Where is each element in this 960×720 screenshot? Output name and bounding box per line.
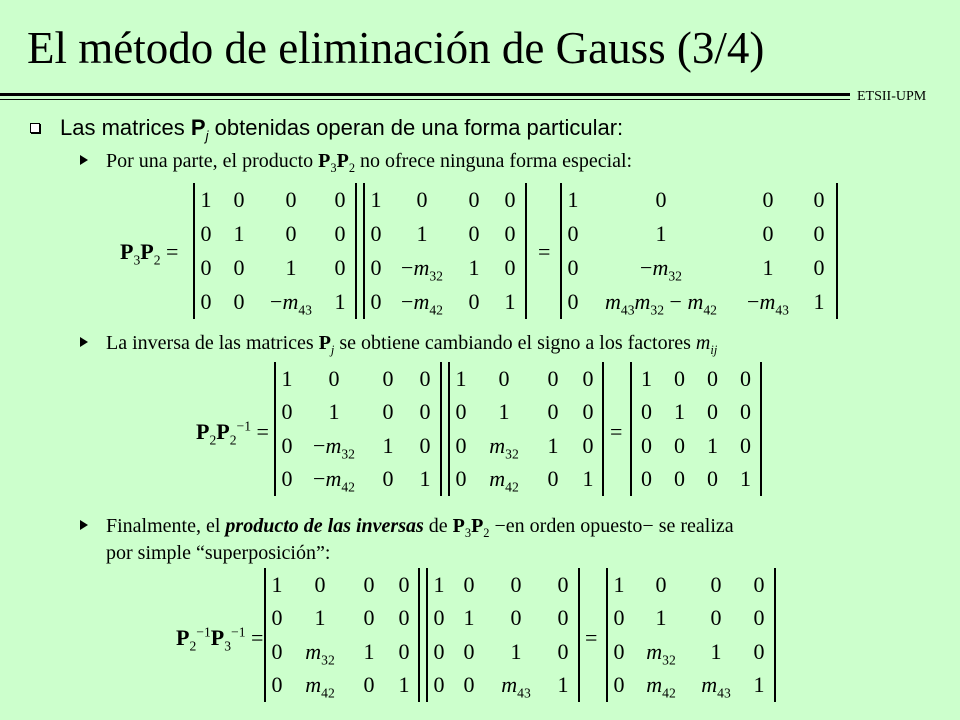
matrix-cell-r1c3: 0 [382,365,394,391]
matrix-cell-r3c3: 1 [762,255,774,280]
matrix-cell-r1c1: 1 [613,571,625,597]
matrix-cell-r2c4: 0 [398,605,410,631]
matrix-cell-r3c3: 1 [707,432,718,458]
matrix-cell-r3c2: $m_{32}$ [305,638,335,668]
matrix-cell-r4c4: 1 [504,289,516,314]
matrix-cell-r2c1: 0 [370,221,382,246]
matrix-cell-r1c1: 1 [433,571,445,597]
matrix-cell-r4c4: 1 [419,466,431,492]
matrix-cell-r1c4: 0 [582,365,594,391]
matrix-cell-r4c2: $m_{42}$ [305,672,335,701]
matrix-cell-r3c3: 1 [710,638,722,664]
matrix-cell-r1c2: 0 [655,571,667,597]
matrix-cell-r2c3: 0 [382,399,394,425]
matrix-cell-r4c1: 0 [567,289,579,314]
matrix-cell-r3c2: $-m_{32}$ [640,255,682,284]
matrix-cell-r2c4: 0 [753,605,765,631]
matrix-cell-r3c3: 1 [285,255,297,280]
matrix-cell-r4c3: 0 [547,466,559,492]
matrix-cell-r1c1: 1 [567,187,579,212]
matrix-cell-r1c1: 1 [641,365,652,391]
matrix-cell-r4c1: 0 [641,466,652,492]
matrix-cell-r4c2: $-m_{42}$ [401,289,443,318]
matrix-cell-r3c3: 1 [468,255,480,280]
matrix-cell-r1c3: 0 [468,187,480,212]
matrix-cell-r2c4: 0 [740,399,751,425]
matrix-cell-r1c3: 0 [510,571,522,597]
matrix-cell-r2c3: 0 [707,399,718,425]
matrix-cell-r1c3: 0 [707,365,718,391]
matrix-cell-r3c2: $m_{32}$ [489,432,519,462]
matrix-cell-r3c4: 0 [419,432,431,458]
matrix-cell-r2c4: 0 [504,221,516,246]
matrix-cell-r1c4: 0 [813,187,825,212]
matrix-cell-r2c3: 0 [468,221,480,246]
matrix-cell-r4c2: 0 [463,672,475,698]
eq1-lhs: $P_3P_2$ = [120,239,179,268]
matrix-cell-r1c1: 1 [370,187,382,212]
matrix-cell-r1c4: 0 [504,187,516,212]
matrix-cell-r1c2: 0 [416,187,428,212]
matrix-cell-r3c4: 0 [740,432,751,458]
matrix-cell-r4c1: 0 [455,466,467,492]
slide-title: El método de eliminación de Gauss (3/4) [27,23,765,73]
title-rule-thin [0,99,850,100]
matrix-cell-r4c1: 0 [271,672,283,698]
matrix-cell-r4c3: $-m_{43}$ [747,289,789,318]
matrix-cell-r2c4: 0 [334,221,346,246]
matrix-cell-r3c4: 0 [334,255,346,280]
eq1-matrix-result [560,183,838,319]
matrix-cell-r2c2: 1 [655,605,667,631]
matrix-cell-r3c2: $m_{32}$ [646,638,676,668]
matrix-cell-r4c1: 0 [281,466,293,492]
item-product-p3p2: Por una parte, el producto $P_3P_2$ no ofrece ninguna forma especial: [106,150,633,175]
matrix-cell-r1c3: 0 [363,571,375,597]
eq1-equals: = [538,239,551,264]
matrix-cell-r4c4: 1 [557,672,569,698]
matrix-cell-r4c3: $m_{43}$ [501,672,531,701]
matrix-cell-r4c4: 1 [753,672,765,698]
matrix-cell-r2c4: 0 [582,399,594,425]
item-inverse-pj: La inversa de las matrices $P_j$ se obtiene cambiando el signo a los factores $m_{ij}$ [106,332,718,357]
matrix-cell-r1c2: 0 [328,365,340,391]
matrix-cell-r2c1: 0 [281,399,293,425]
title-rule-thick [0,93,850,96]
matrix-cell-r2c3: 0 [510,605,522,631]
matrix-cell-r3c2: $-m_{32}$ [401,255,443,284]
matrix-cell-r2c3: 0 [710,605,722,631]
matrix-cell-r1c2: 0 [463,571,475,597]
matrix-cell-r4c2: $m_{42}$ [489,466,519,495]
matrix-cell-r2c2: 1 [674,399,685,425]
matrix-cell-r4c3: 0 [468,289,480,314]
matrix-cell-r4c3: 0 [363,672,375,698]
matrix-cell-r2c1: 0 [433,605,445,631]
matrix-cell-r3c1: 0 [455,432,467,458]
matrix-cell-r3c1: 0 [641,432,652,458]
matrix-cell-r2c3: 0 [363,605,375,631]
matrix-cell-r3c1: 0 [200,255,212,280]
matrix-cell-r4c4: 1 [582,466,594,492]
eq3-equals: = [585,625,598,650]
matrix-cell-r3c4: 0 [753,638,765,664]
matrix-cell-r1c2: 0 [655,187,667,212]
matrix-cell-r2c2: 1 [328,399,340,425]
matrix-cell-r3c4: 0 [557,638,569,664]
matrix-cell-r1c1: 1 [200,187,212,212]
arrow-bullet-icon [80,155,88,165]
matrix-cell-r1c4: 0 [398,571,410,597]
matrix-cell-r3c1: 0 [567,255,579,280]
eq1-matrix-p2 [363,183,527,319]
matrix-cell-r3c3: 1 [510,638,522,664]
eq2-matrix-p2 [274,362,442,496]
matrix-cell-r2c4: 0 [813,221,825,246]
matrix-cell-r4c3: 0 [382,466,394,492]
matrix-cell-r3c4: 0 [504,255,516,280]
matrix-cell-r2c2: 1 [416,221,428,246]
matrix-cell-r3c3: 1 [363,638,375,664]
matrix-cell-r2c1: 0 [613,605,625,631]
matrix-cell-r4c1: 0 [613,672,625,698]
eq3-lhs: $P_2^{-1}P_3^{-1}$ = [176,624,264,654]
matrix-cell-r3c4: 0 [398,638,410,664]
matrix-cell-r3c1: 0 [613,638,625,664]
eq2-matrix-p2-inverse [448,362,604,496]
eq2-equals: = [610,419,623,444]
matrix-cell-r1c4: 0 [419,365,431,391]
matrix-cell-r2c4: 0 [557,605,569,631]
matrix-cell-r4c4: 1 [813,289,825,314]
matrix-cell-r1c1: 1 [455,365,467,391]
matrix-cell-r2c2: 1 [463,605,475,631]
eq3-matrix-result [606,568,776,702]
matrix-cell-r4c2: 0 [674,466,685,492]
matrix-cell-r2c2: 1 [655,221,667,246]
arrow-bullet-icon [80,520,88,530]
matrix-cell-r3c1: 0 [281,432,293,458]
matrix-cell-r2c1: 0 [641,399,652,425]
matrix-cell-r4c3: $m_{43}$ [701,672,731,701]
eq1-matrix-p3 [193,183,357,319]
matrix-cell-r4c2: $m_{43}m_{32} - m_{42}$ [605,289,717,318]
matrix-cell-r2c4: 0 [419,399,431,425]
matrix-cell-r2c3: 0 [547,399,559,425]
organization-label: ETSII-UPM [857,89,927,104]
matrix-cell-r2c1: 0 [455,399,467,425]
matrix-cell-r2c3: 0 [285,221,297,246]
matrix-cell-r1c3: 0 [285,187,297,212]
matrix-cell-r4c3: 0 [707,466,718,492]
bullet-matrices-pj: Las matrices $P_j$ obtenidas operan de una forma particular: [60,115,624,144]
matrix-cell-r4c3: $-m_{43}$ [270,289,312,318]
matrix-cell-r3c3: 1 [547,432,559,458]
matrix-cell-r1c2: 0 [498,365,510,391]
matrix-cell-r4c1: 0 [433,672,445,698]
matrix-cell-r4c2: $m_{42}$ [646,672,676,701]
item-product-inverses: Finalmente, el producto de las inversas de $P_3P_2 -en$ orden opuesto− se realiza [106,515,734,540]
matrix-cell-r3c2: 0 [233,255,245,280]
matrix-cell-r3c4: 0 [813,255,825,280]
eq3-matrix-p2-inverse [264,568,420,702]
matrix-cell-r2c2: 1 [498,399,510,425]
matrix-cell-r1c2: 0 [314,571,326,597]
matrix-cell-r1c3: 0 [710,571,722,597]
matrix-cell-r3c1: 0 [271,638,283,664]
matrix-cell-r4c2: 0 [233,289,245,314]
eq2-lhs: $P_2P_2^{-1}$ = [196,418,269,448]
eq2-matrix-identity [630,362,762,496]
item-product-inverses-cont: por simple “superposición”: [106,542,331,564]
eq3-matrix-p3-inverse [426,568,580,702]
matrix-cell-r1c2: 0 [674,365,685,391]
matrix-cell-r1c4: 0 [740,365,751,391]
matrix-cell-r1c1: 1 [271,571,283,597]
matrix-cell-r1c3: 0 [762,187,774,212]
matrix-cell-r1c4: 0 [557,571,569,597]
matrix-cell-r3c1: 0 [370,255,382,280]
matrix-cell-r3c2: 0 [674,432,685,458]
matrix-cell-r2c2: 1 [314,605,326,631]
matrix-cell-r3c3: 1 [382,432,394,458]
matrix-cell-r4c4: 1 [334,289,346,314]
matrix-cell-r4c4: 1 [740,466,751,492]
matrix-cell-r1c4: 0 [753,571,765,597]
matrix-cell-r1c1: 1 [281,365,293,391]
matrix-cell-r3c2: 0 [463,638,475,664]
arrow-bullet-icon [80,337,88,347]
square-bullet-icon [30,123,40,133]
matrix-cell-r3c2: $-m_{32}$ [313,432,355,462]
matrix-cell-r3c1: 0 [433,638,445,664]
matrix-cell-r4c2: $-m_{42}$ [313,466,355,495]
matrix-cell-r1c4: 0 [334,187,346,212]
matrix-cell-r2c1: 0 [200,221,212,246]
matrix-cell-r2c3: 0 [762,221,774,246]
matrix-cell-r4c4: 1 [398,672,410,698]
matrix-cell-r2c1: 0 [567,221,579,246]
matrix-cell-r4c1: 0 [370,289,382,314]
matrix-cell-r3c4: 0 [582,432,594,458]
matrix-cell-r4c1: 0 [200,289,212,314]
matrix-cell-r2c2: 1 [233,221,245,246]
matrix-cell-r2c1: 0 [271,605,283,631]
matrix-cell-r1c3: 0 [547,365,559,391]
matrix-cell-r1c2: 0 [233,187,245,212]
